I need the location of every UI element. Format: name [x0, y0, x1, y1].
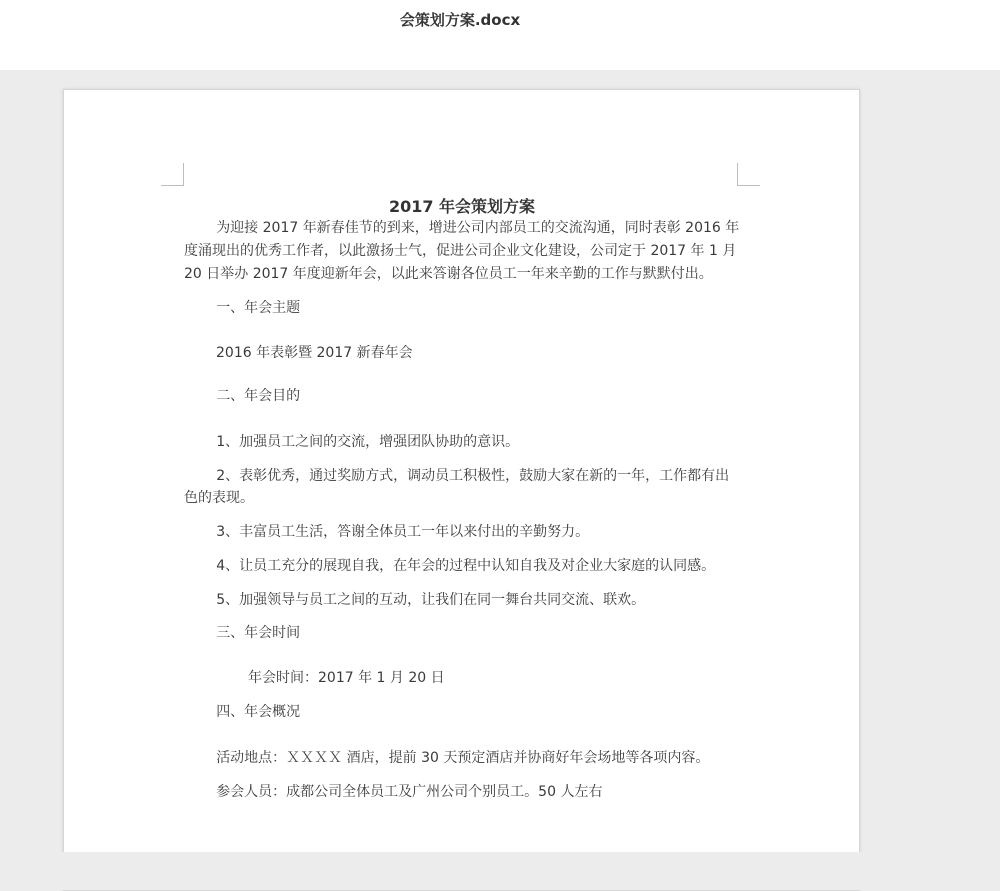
section-heading-goals: 二、年会目的 — [216, 388, 301, 404]
margin-corner-top-left — [161, 163, 184, 186]
document-page[interactable] — [63, 89, 860, 891]
goal-item: 2、表彰优秀，通过奖励方式，调动员工积极性，鼓励大家在新的一年，工作都有出色的表现。 — [184, 468, 730, 506]
intro-paragraph: 为迎接 2017 年新春佳节的到来，增进公司内部员工的交流沟通，同时表彰 2016 年度涌现出的优秀工作者，以此激扬士气，促进公司企业文化建设，公司定于 2017 年 1 月 20 日举办 2017 年度迎新年会，以此来答谢各位员工一年来辛勤的工作与默默付出。 — [184, 220, 740, 282]
goal-item: 1、加强员工之间的交流，增强团队协助的意识。 — [216, 434, 520, 450]
goal-item: 4、让员工充分的展现自我，在年会的过程中认知自我及对企业大家庭的认同感。 — [216, 558, 716, 574]
document-body — [184, 194, 740, 815]
venue-text: 活动地点：ＸＸＸＸ 酒店，提前 30 天预定酒店并协商好年会场地等各项内容。 — [216, 750, 710, 766]
title-bar — [0, 0, 1000, 70]
section-heading-time: 三、年会时间 — [216, 625, 301, 641]
bottom-bar — [0, 852, 1000, 890]
section-heading-theme: 一、年会主题 — [216, 300, 301, 316]
document-title: 2017 年会策划方案 — [388, 197, 536, 216]
document-filename: 会策划方案.docx — [399, 11, 521, 29]
goal-item: 3、丰富员工生活，答谢全体员工一年以来付出的辛勤努力。 — [216, 524, 590, 540]
time-text: 年会时间：2017 年 1 月 20 日 — [248, 670, 445, 686]
theme-text: 2016 年表彰暨 2017 新春年会 — [216, 345, 413, 361]
attendees-text: 参会人员：成都公司全体员工及广州公司个别员工。50 人左右 — [216, 784, 603, 800]
section-heading-overview: 四、年会概况 — [216, 704, 301, 720]
margin-corner-top-right — [737, 163, 760, 186]
goal-item: 5、加强领导与员工之间的互动，让我们在同一舞台共同交流、联欢。 — [216, 592, 646, 608]
